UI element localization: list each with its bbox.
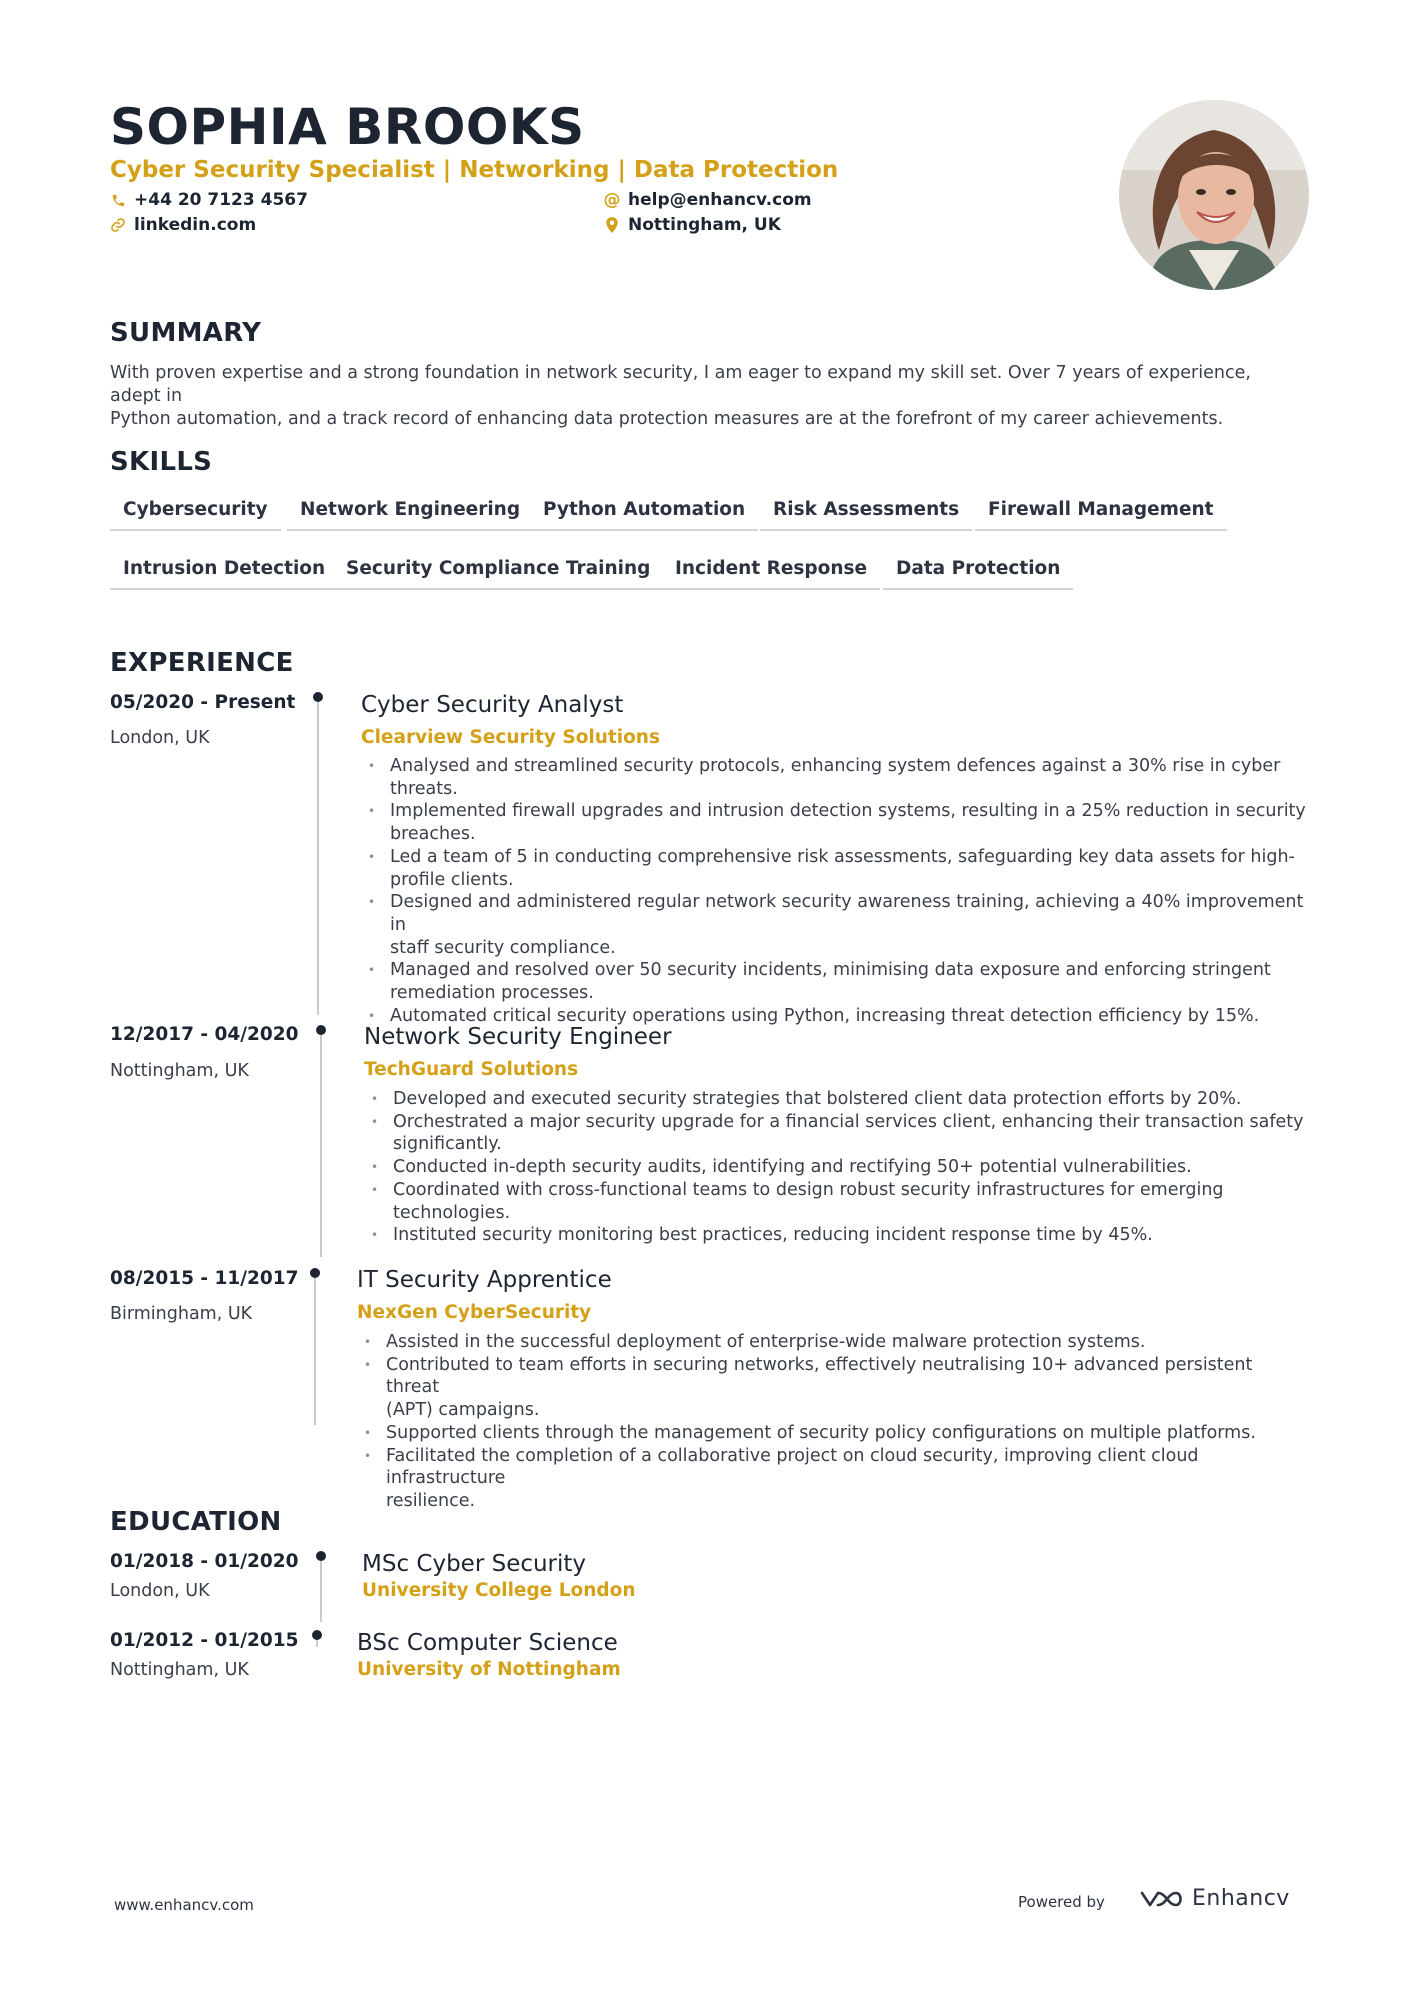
timeline-dot — [316, 1025, 326, 1035]
skill-tag: Intrusion Detection — [110, 558, 338, 590]
job-title: IT Security Apprentice — [357, 1267, 612, 1293]
footer-url[interactable]: www.enhancv.com — [114, 1896, 254, 1914]
enhancv-logo-icon — [1138, 1887, 1184, 1911]
job-bullets — [358, 1331, 1308, 1513]
skill-tag: Incident Response — [662, 558, 880, 590]
edu-degree: MSc Cyber Security — [362, 1551, 587, 1577]
skill-tag: Data Protection — [883, 558, 1073, 590]
job-location: London, UK — [110, 728, 210, 748]
job-location: Nottingham, UK — [110, 1061, 249, 1081]
job-bullets — [362, 755, 1312, 1027]
job-date: 05/2020 - Present — [110, 692, 296, 713]
job-company: NexGen CyberSecurity — [357, 1302, 592, 1323]
timeline-dot — [310, 1268, 320, 1278]
job-title: Cyber Security Analyst — [361, 692, 624, 718]
timeline-line — [314, 1273, 316, 1425]
edu-school: University College London — [362, 1580, 636, 1601]
contact-phone — [110, 190, 308, 210]
location-pin-icon — [604, 217, 620, 233]
link-icon — [110, 217, 126, 233]
job-bullets — [365, 1088, 1310, 1247]
linkedin-text[interactable]: linkedin.com — [134, 215, 257, 235]
timeline-dot — [312, 1630, 322, 1640]
profile-photo — [1119, 100, 1309, 290]
phone-icon — [110, 192, 126, 208]
bullet-item: • Implemented firewall upgrades and intrusion detection systems, resulting in a 25% reduction in security breaches. — [362, 800, 1312, 845]
bullet-item: • Supported clients through the management of security policy configurations on multiple platforms. — [358, 1422, 1308, 1445]
bullet-item: • Conducted in-depth security audits, identifying and rectifying 50+ potential vulnerabilities. — [365, 1156, 1310, 1179]
edu-degree: BSc Computer Science — [357, 1630, 618, 1656]
education-heading: EDUCATION — [110, 1507, 282, 1537]
bullet-item: • Orchestrated a major security upgrade for a financial services client, enhancing their transaction safety significantly. — [365, 1111, 1310, 1156]
brand-logo[interactable] — [1138, 1886, 1290, 1911]
bullet-item: • Analysed and streamlined security protocols, enhancing system defences against a 30% rise in cyber threats. — [362, 755, 1312, 800]
bullet-item: • Coordinated with cross-functional teams to design robust security infrastructures for emerging technologies. — [365, 1179, 1310, 1224]
edu-location: London, UK — [110, 1581, 210, 1601]
bullet-item: • Facilitated the completion of a collaborative project on cloud security, improving client cloud infrastructure resilience. — [358, 1445, 1308, 1513]
timeline-dot — [316, 1551, 326, 1561]
skill-tag: Cybersecurity — [110, 499, 281, 531]
skill-tag: Firewall Management — [975, 499, 1227, 531]
job-date: 12/2017 - 04/2020 — [110, 1024, 299, 1045]
bullet-item: • Assisted in the successful deployment of enterprise-wide malware protection systems. — [358, 1331, 1308, 1354]
summary-heading: SUMMARY — [110, 318, 262, 348]
job-date: 08/2015 - 11/2017 — [110, 1268, 299, 1289]
summary-line: Python automation, and a track record of enhancing data protection measures are at the forefront of my career achievements. — [110, 409, 1224, 429]
candidate-name: SOPHIA BROOKS — [110, 98, 585, 156]
bullet-item: • Instituted security monitoring best practices, reducing incident response time by 45%. — [365, 1224, 1310, 1247]
location-text: Nottingham, UK — [628, 215, 781, 235]
edu-date: 01/2012 - 01/2015 — [110, 1630, 299, 1651]
skill-tag: Network Engineering — [287, 499, 533, 531]
candidate-headline: Cyber Security Specialist | Networking | Data Protection — [110, 157, 839, 183]
bullet-item: • Designed and administered regular network security awareness training, achieving a 40% improvement in staff security compliance. — [362, 891, 1312, 959]
timeline-line — [320, 1030, 322, 1257]
at-icon: @ — [603, 190, 621, 210]
skills-heading: SKILLS — [110, 447, 213, 477]
job-title: Network Security Engineer — [364, 1024, 672, 1050]
skill-tag: Python Automation — [530, 499, 758, 531]
edu-school: University of Nottingham — [357, 1659, 621, 1680]
timeline-dot — [313, 692, 323, 702]
skill-tag: Risk Assessments — [760, 499, 972, 531]
job-company: TechGuard Solutions — [364, 1059, 579, 1080]
summary-text — [110, 362, 1305, 431]
contact-linkedin — [110, 215, 256, 235]
experience-heading: EXPERIENCE — [110, 648, 294, 678]
summary-line: With proven expertise and a strong foundation in network security, I am eager to expand my skill set. Over 7 years of experience, adept in — [110, 363, 1251, 406]
timeline-line — [320, 1556, 322, 1622]
contact-email — [604, 190, 812, 210]
contact-location — [604, 215, 781, 235]
bullet-item: • Developed and executed security strategies that bolstered client data protection efforts by 20%. — [365, 1088, 1310, 1111]
bullet-item: • Contributed to team efforts in securing networks, effectively neutralising 10+ advanced persistent threat (APT) campaigns. — [358, 1354, 1308, 1422]
skill-tag: Security Compliance Training — [333, 558, 663, 590]
bullet-item: • Automated critical security operations using Python, increasing threat detection efficiency by 15%. — [362, 1005, 1312, 1028]
job-location: Birmingham, UK — [110, 1304, 253, 1324]
powered-by-label: Powered by — [1018, 1893, 1105, 1911]
timeline-line — [317, 697, 319, 1015]
email-text[interactable]: help@enhancv.com — [628, 190, 812, 210]
edu-date: 01/2018 - 01/2020 — [110, 1551, 299, 1572]
brand-name: Enhancv — [1192, 1886, 1290, 1911]
bullet-item: • Led a team of 5 in conducting comprehensive risk assessments, safeguarding key data assets for high- profile clients. — [362, 846, 1312, 891]
phone-text[interactable]: +44 20 7123 4567 — [134, 190, 308, 210]
job-company: Clearview Security Solutions — [361, 727, 660, 748]
edu-location: Nottingham, UK — [110, 1660, 249, 1680]
bullet-item: • Managed and resolved over 50 security incidents, minimising data exposure and enforcing stringent remediation processes. — [362, 959, 1312, 1004]
